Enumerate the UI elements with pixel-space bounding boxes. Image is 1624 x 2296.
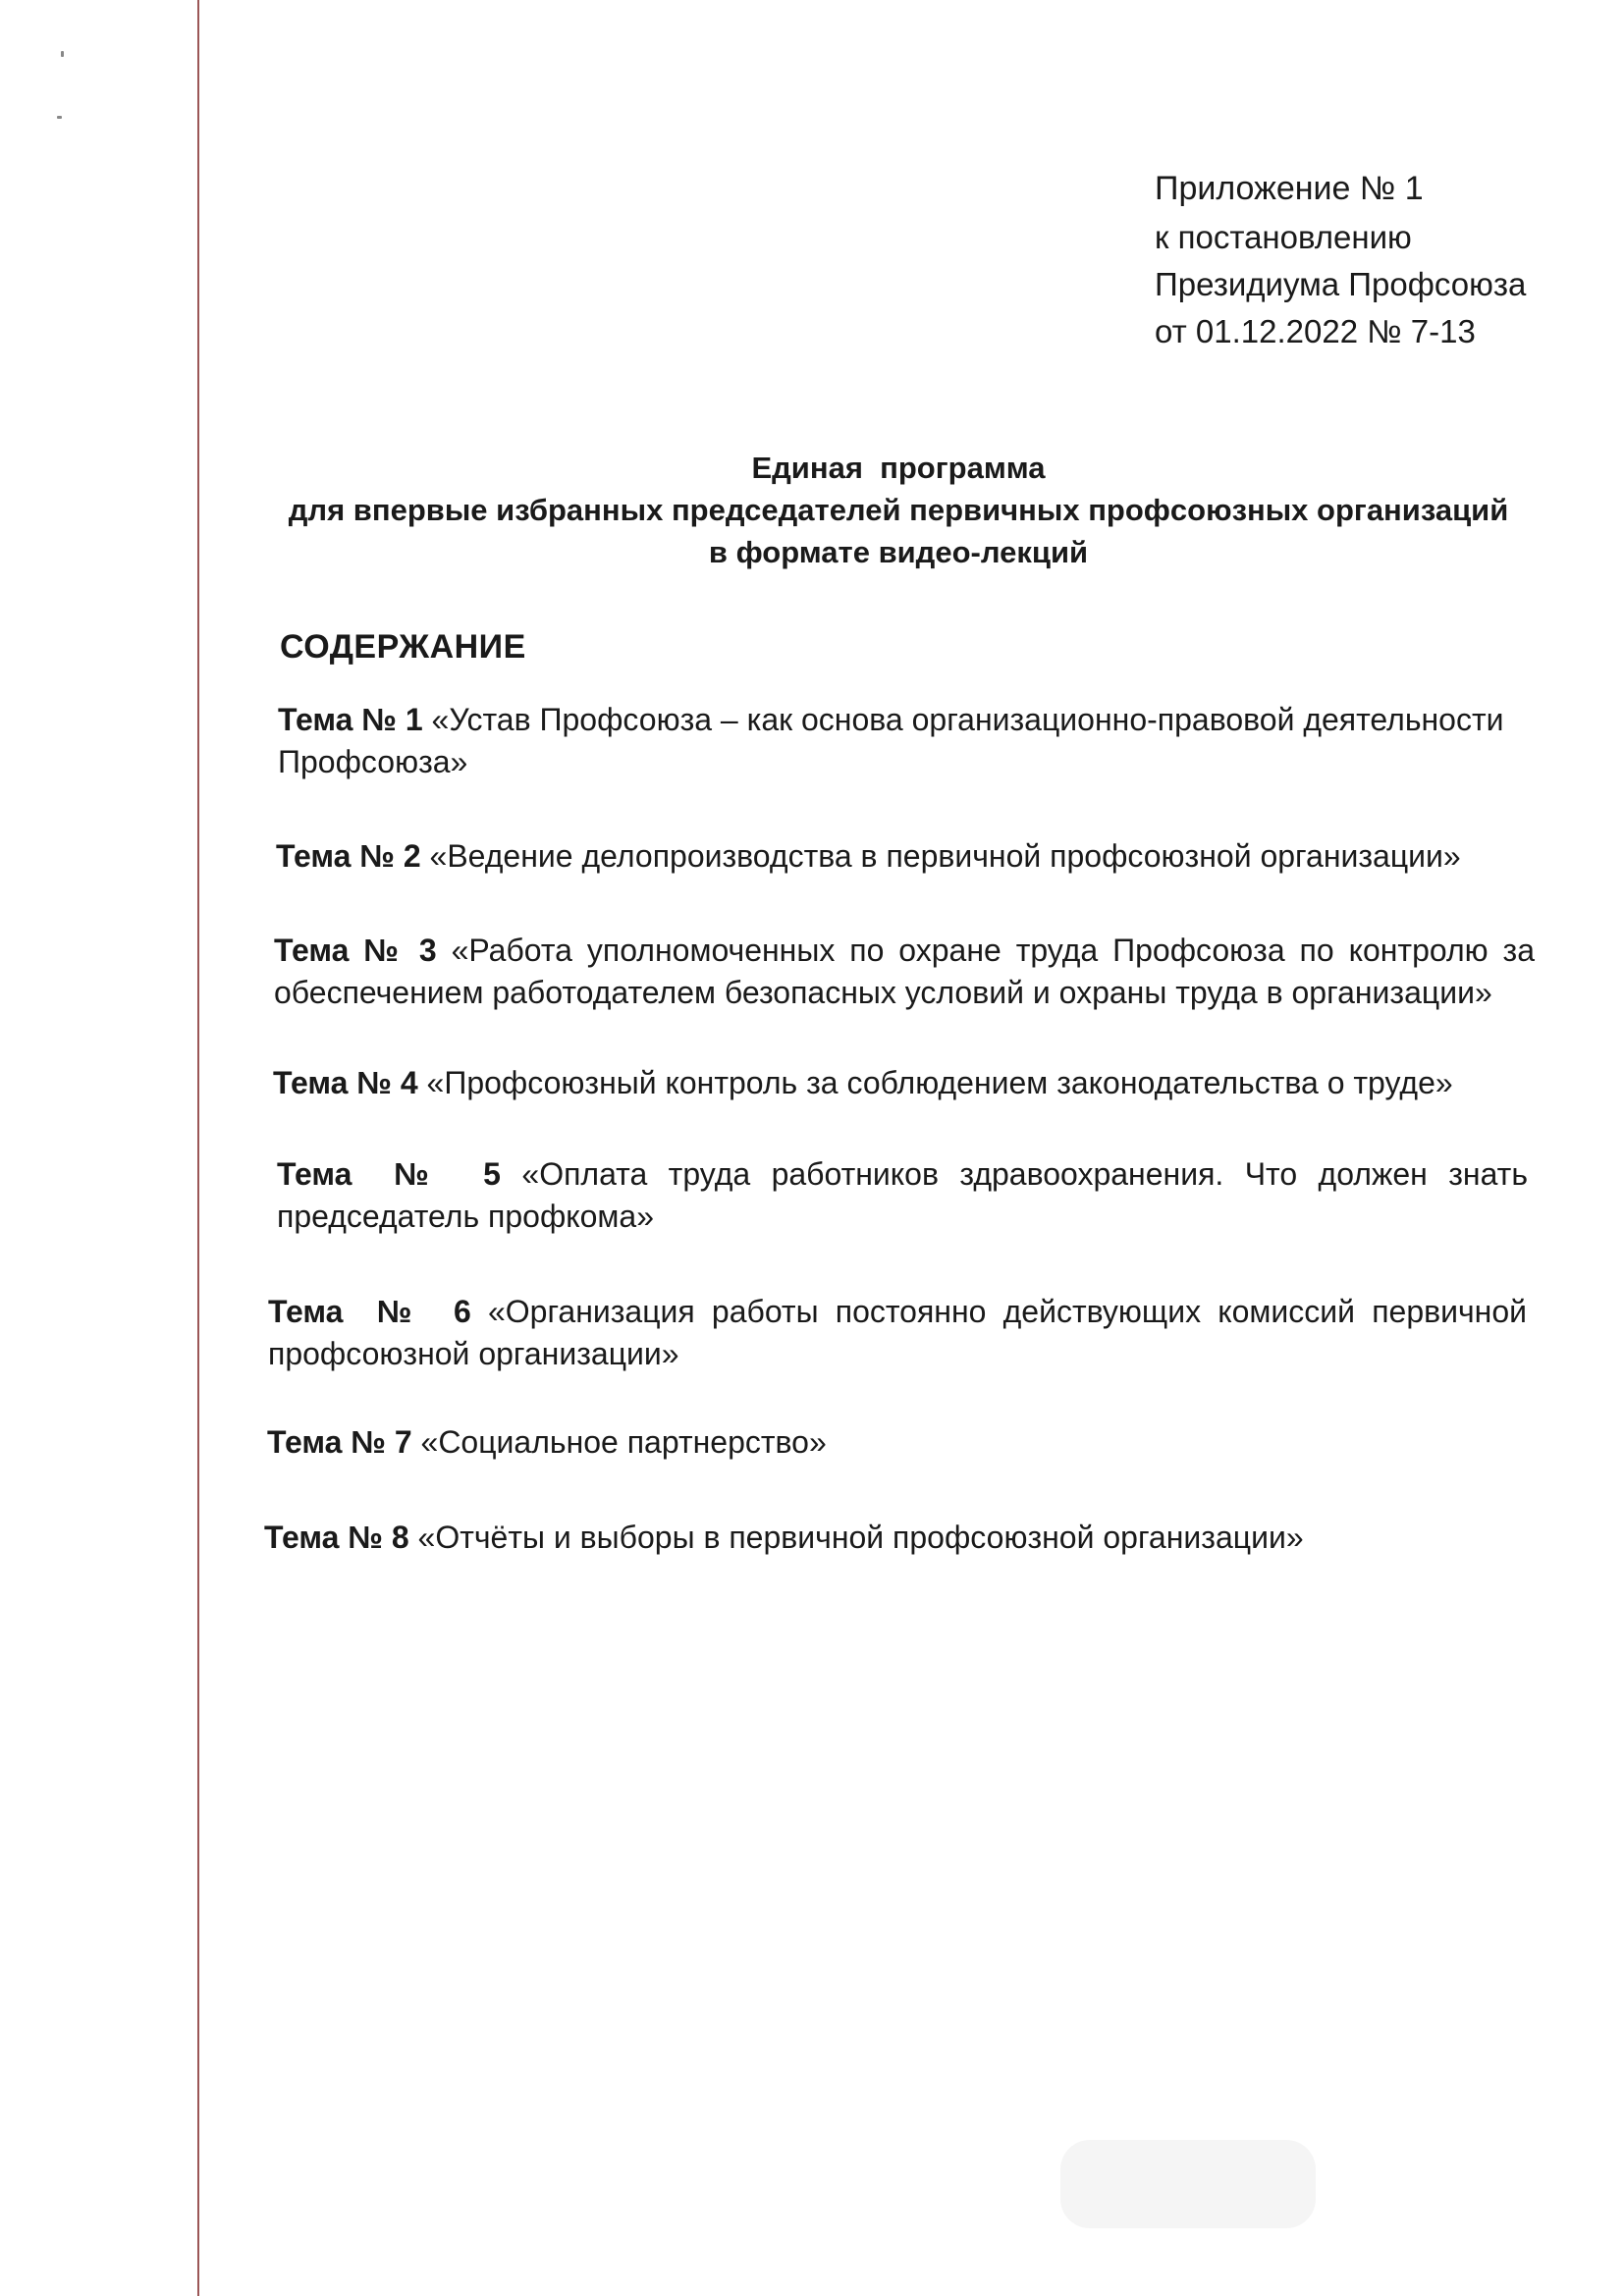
topic-text: «Профсоюзный контроль за соблюдением законодательства о труде»: [426, 1065, 1453, 1100]
toc-heading: СОДЕРЖАНИЕ: [280, 628, 526, 666]
topic-text: «Ведение делопроизводства в первичной профсоюзной организации»: [429, 838, 1461, 874]
toc-topic: [278, 699, 1537, 783]
title-line: Единая программа: [751, 451, 1046, 485]
topic-text: «Отчёты и выборы в первичной профсоюзной организации»: [417, 1520, 1304, 1555]
title-line: для впервые избранных председателей первичных профсоюзных организаций: [288, 493, 1509, 527]
appendix-block: [1155, 165, 1587, 355]
scan-margin-line: [197, 0, 199, 2296]
toc-topic: [274, 930, 1535, 1014]
toc-topic: [267, 1421, 1534, 1464]
topic-text: «Организация работы постоянно действующих комиссий первичной профсоюзной организации»: [268, 1294, 1528, 1371]
document-title: [236, 447, 1561, 573]
topic-label: Тема № 1: [278, 702, 423, 737]
scan-speck: [61, 51, 64, 57]
appendix-line: к постановлению: [1155, 219, 1412, 255]
toc-topic: [277, 1153, 1528, 1238]
toc-topic: [264, 1517, 1531, 1559]
toc-topic: [273, 1062, 1540, 1104]
topic-text: «Работа уполномоченных по охране труда Профсоюза по контролю за обеспечением работодателем безопасных условий и охраны труда в организации»: [274, 933, 1535, 1010]
title-line: в формате видео-лекций: [708, 535, 1089, 569]
appendix-number: Приложение № 1: [1155, 170, 1424, 207]
topic-text: «Социальное партнерство»: [420, 1424, 827, 1460]
toc-topic: [268, 1291, 1527, 1375]
topic-label: Тема № 7: [267, 1424, 412, 1460]
topic-label: Тема № 4: [273, 1065, 418, 1100]
topic-label: Тема № 2: [276, 838, 421, 874]
topic-label: Тема № 3: [274, 933, 437, 968]
toc-topic: [276, 835, 1543, 878]
topic-text: «Устав Профсоюза – как основа организационно-правовой деятельности Профсоюза»: [278, 702, 1504, 779]
topic-text: «Оплата труда работников здравоохранения. Что должен знать председатель профкома»: [277, 1156, 1529, 1234]
topic-label: Тема № 8: [264, 1520, 409, 1555]
scan-smudge: [1060, 2140, 1316, 2228]
topic-label: Тема № 5: [277, 1156, 501, 1192]
scan-speck: [57, 116, 62, 119]
appendix-line: от 01.12.2022 № 7-13: [1155, 313, 1476, 349]
appendix-line: Президиума Профсоюза: [1155, 266, 1527, 302]
topic-label: Тема № 6: [268, 1294, 471, 1329]
